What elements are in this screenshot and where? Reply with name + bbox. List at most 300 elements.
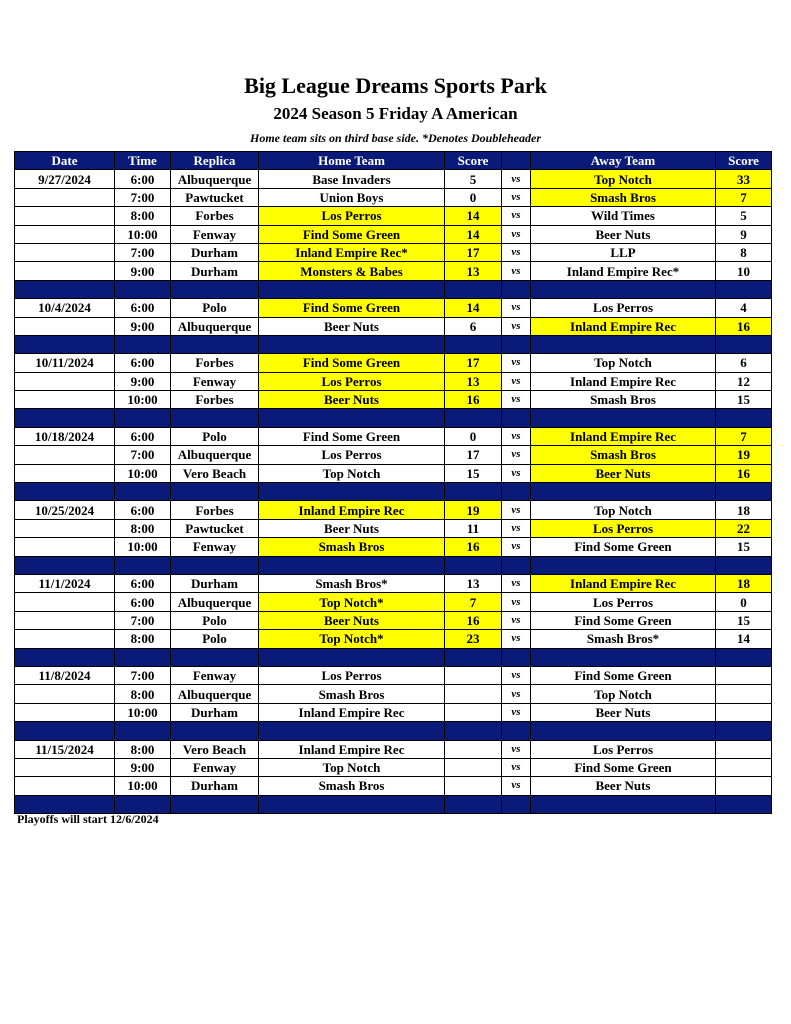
vs-cell: vs xyxy=(502,685,531,703)
home-team-cell: Los Perros xyxy=(259,446,445,464)
away-team-cell: Los Perros xyxy=(531,519,716,537)
date-cell xyxy=(15,262,115,280)
replica-cell: Durham xyxy=(171,262,259,280)
away-team-cell: Beer Nuts xyxy=(531,464,716,482)
home-team-cell: Beer Nuts xyxy=(259,519,445,537)
vs-cell: vs xyxy=(502,225,531,243)
away-score-cell: 5 xyxy=(716,207,772,225)
vs-cell: vs xyxy=(502,611,531,629)
separator-cell xyxy=(502,648,531,666)
week-separator xyxy=(15,556,772,574)
table-row xyxy=(15,666,772,684)
separator-cell xyxy=(445,556,502,574)
home-team-cell: Inland Empire Rec* xyxy=(259,243,445,261)
separator-cell xyxy=(716,795,772,813)
replica-cell: Pawtucket xyxy=(171,188,259,206)
time-cell: 6:00 xyxy=(115,501,171,519)
separator-cell xyxy=(445,795,502,813)
table-row xyxy=(15,574,772,592)
date-cell xyxy=(15,225,115,243)
time-cell: 9:00 xyxy=(115,262,171,280)
home-team-cell: Smash Bros xyxy=(259,685,445,703)
date-cell xyxy=(15,317,115,335)
time-cell: 9:00 xyxy=(115,372,171,390)
home-score-cell: 0 xyxy=(445,427,502,445)
home-team-cell: Top Notch* xyxy=(259,593,445,611)
time-cell: 6:00 xyxy=(115,593,171,611)
away-score-cell: 33 xyxy=(716,170,772,188)
replica-cell: Vero Beach xyxy=(171,740,259,758)
time-cell: 6:00 xyxy=(115,574,171,592)
home-team-cell: Smash Bros xyxy=(259,538,445,556)
away-team-cell: Find Some Green xyxy=(531,611,716,629)
vs-cell: vs xyxy=(502,354,531,372)
away-team-cell: Beer Nuts xyxy=(531,703,716,721)
time-cell: 9:00 xyxy=(115,758,171,776)
table-row xyxy=(15,703,772,721)
away-team-cell: Beer Nuts xyxy=(531,225,716,243)
separator-cell xyxy=(445,648,502,666)
table-row xyxy=(15,740,772,758)
home-team-cell: Beer Nuts xyxy=(259,317,445,335)
away-team-cell: Top Notch xyxy=(531,354,716,372)
vs-cell: vs xyxy=(502,464,531,482)
separator-cell xyxy=(171,556,259,574)
time-cell: 7:00 xyxy=(115,611,171,629)
date-cell: 11/8/2024 xyxy=(15,666,115,684)
date-cell: 9/27/2024 xyxy=(15,170,115,188)
table-row xyxy=(15,685,772,703)
time-cell: 8:00 xyxy=(115,685,171,703)
away-score-cell: 18 xyxy=(716,501,772,519)
separator-cell xyxy=(502,556,531,574)
table-row xyxy=(15,501,772,519)
table-row xyxy=(15,188,772,206)
playoffs-note: Playoffs will start 12/6/2024 xyxy=(17,812,159,826)
vs-cell: vs xyxy=(502,372,531,390)
home-score-cell xyxy=(445,703,502,721)
separator-cell xyxy=(531,483,716,501)
home-score-cell: 16 xyxy=(445,611,502,629)
separator-cell xyxy=(502,483,531,501)
vs-cell: vs xyxy=(502,758,531,776)
separator-cell xyxy=(531,409,716,427)
table-row xyxy=(15,170,772,188)
replica-cell: Durham xyxy=(171,703,259,721)
table-row xyxy=(15,777,772,795)
date-cell xyxy=(15,703,115,721)
time-cell: 8:00 xyxy=(115,519,171,537)
away-score-cell: 7 xyxy=(716,188,772,206)
separator-cell xyxy=(171,648,259,666)
home-score-cell xyxy=(445,685,502,703)
away-team-cell: Find Some Green xyxy=(531,538,716,556)
vs-cell: vs xyxy=(502,243,531,261)
replica-cell: Durham xyxy=(171,243,259,261)
separator-cell xyxy=(531,335,716,353)
home-score-cell: 6 xyxy=(445,317,502,335)
separator-cell xyxy=(259,722,445,740)
home-score-cell: 16 xyxy=(445,538,502,556)
separator-cell xyxy=(15,556,115,574)
away-team-cell: Wild Times xyxy=(531,207,716,225)
home-team-cell: Smash Bros* xyxy=(259,574,445,592)
page-title: Big League Dreams Sports Park xyxy=(244,73,547,98)
separator-cell xyxy=(531,280,716,298)
away-score-cell: 15 xyxy=(716,538,772,556)
away-team-cell: Top Notch xyxy=(531,685,716,703)
table-row xyxy=(15,299,772,317)
separator-cell xyxy=(716,335,772,353)
separator-cell xyxy=(259,335,445,353)
time-cell: 7:00 xyxy=(115,446,171,464)
away-score-cell xyxy=(716,758,772,776)
date-cell: 11/15/2024 xyxy=(15,740,115,758)
away-score-cell xyxy=(716,666,772,684)
home-score-cell: 13 xyxy=(445,574,502,592)
date-cell xyxy=(15,630,115,648)
replica-cell: Polo xyxy=(171,611,259,629)
home-score-cell: 14 xyxy=(445,207,502,225)
date-cell xyxy=(15,519,115,537)
separator-cell xyxy=(445,280,502,298)
separator-cell xyxy=(259,280,445,298)
separator-cell xyxy=(115,483,171,501)
home-team-cell: Top Notch* xyxy=(259,630,445,648)
date-cell xyxy=(15,538,115,556)
separator-cell xyxy=(445,335,502,353)
vs-cell: vs xyxy=(502,574,531,592)
away-score-cell: 15 xyxy=(716,611,772,629)
replica-cell: Fenway xyxy=(171,666,259,684)
home-team-cell: Find Some Green xyxy=(259,299,445,317)
away-score-cell xyxy=(716,740,772,758)
vs-cell: vs xyxy=(502,501,531,519)
vs-cell: vs xyxy=(502,207,531,225)
schedule-table xyxy=(14,151,772,814)
replica-cell: Fenway xyxy=(171,758,259,776)
home-team-cell: Smash Bros xyxy=(259,777,445,795)
col-date: Date xyxy=(15,152,115,170)
separator-cell xyxy=(531,795,716,813)
time-cell: 8:00 xyxy=(115,207,171,225)
home-score-cell xyxy=(445,740,502,758)
away-team-cell: Los Perros xyxy=(531,299,716,317)
away-team-cell: Top Notch xyxy=(531,501,716,519)
week-separator xyxy=(15,722,772,740)
vs-cell: vs xyxy=(502,538,531,556)
time-cell: 10:00 xyxy=(115,391,171,409)
separator-cell xyxy=(502,335,531,353)
separator-cell xyxy=(259,556,445,574)
separator-cell xyxy=(15,483,115,501)
table-row xyxy=(15,317,772,335)
away-team-cell: Inland Empire Rec xyxy=(531,317,716,335)
header-row xyxy=(15,152,772,170)
away-score-cell: 12 xyxy=(716,372,772,390)
table-row xyxy=(15,243,772,261)
vs-cell: vs xyxy=(502,777,531,795)
separator-cell xyxy=(259,483,445,501)
table-row xyxy=(15,427,772,445)
home-score-cell xyxy=(445,666,502,684)
home-team-cell: Los Perros xyxy=(259,666,445,684)
home-team-cell: Find Some Green xyxy=(259,427,445,445)
date-cell xyxy=(15,243,115,261)
home-score-cell: 13 xyxy=(445,372,502,390)
home-team-cell: Monsters & Babes xyxy=(259,262,445,280)
home-score-cell: 0 xyxy=(445,188,502,206)
table-row xyxy=(15,354,772,372)
separator-cell xyxy=(716,648,772,666)
separator-cell xyxy=(115,409,171,427)
away-score-cell: 15 xyxy=(716,391,772,409)
replica-cell: Fenway xyxy=(171,372,259,390)
replica-cell: Forbes xyxy=(171,207,259,225)
date-cell: 10/25/2024 xyxy=(15,501,115,519)
time-cell: 10:00 xyxy=(115,538,171,556)
home-team-cell: Base Invaders xyxy=(259,170,445,188)
page-subtitle: 2024 Season 5 Friday A American xyxy=(273,104,518,123)
separator-cell xyxy=(171,795,259,813)
separator-cell xyxy=(171,483,259,501)
table-row xyxy=(15,262,772,280)
col-away-score: Score xyxy=(716,152,772,170)
date-cell xyxy=(15,777,115,795)
table-row xyxy=(15,391,772,409)
time-cell: 7:00 xyxy=(115,188,171,206)
separator-cell xyxy=(15,280,115,298)
week-separator xyxy=(15,483,772,501)
replica-cell: Vero Beach xyxy=(171,464,259,482)
separator-cell xyxy=(115,280,171,298)
replica-cell: Albuquerque xyxy=(171,317,259,335)
vs-cell: vs xyxy=(502,391,531,409)
vs-cell: vs xyxy=(502,170,531,188)
away-team-cell: Smash Bros xyxy=(531,391,716,409)
separator-cell xyxy=(171,280,259,298)
time-cell: 9:00 xyxy=(115,317,171,335)
table-row xyxy=(15,372,772,390)
date-cell xyxy=(15,464,115,482)
home-team-cell: Los Perros xyxy=(259,207,445,225)
time-cell: 10:00 xyxy=(115,703,171,721)
week-separator xyxy=(15,409,772,427)
away-score-cell: 8 xyxy=(716,243,772,261)
separator-cell xyxy=(171,722,259,740)
separator-cell xyxy=(445,722,502,740)
home-team-cell: Top Notch xyxy=(259,464,445,482)
home-score-cell xyxy=(445,758,502,776)
week-separator xyxy=(15,335,772,353)
away-team-cell: Inland Empire Rec xyxy=(531,427,716,445)
home-team-cell: Find Some Green xyxy=(259,354,445,372)
vs-cell: vs xyxy=(502,703,531,721)
date-cell xyxy=(15,611,115,629)
date-cell xyxy=(15,372,115,390)
separator-cell xyxy=(259,795,445,813)
replica-cell: Albuquerque xyxy=(171,685,259,703)
away-team-cell: Los Perros xyxy=(531,593,716,611)
home-team-cell: Inland Empire Rec xyxy=(259,740,445,758)
home-score-cell: 16 xyxy=(445,391,502,409)
separator-cell xyxy=(115,795,171,813)
time-cell: 6:00 xyxy=(115,170,171,188)
vs-cell: vs xyxy=(502,666,531,684)
table-row xyxy=(15,446,772,464)
separator-cell xyxy=(115,556,171,574)
separator-cell xyxy=(531,722,716,740)
date-cell: 10/18/2024 xyxy=(15,427,115,445)
separator-cell xyxy=(15,409,115,427)
date-cell: 10/4/2024 xyxy=(15,299,115,317)
away-score-cell: 18 xyxy=(716,574,772,592)
away-score-cell: 22 xyxy=(716,519,772,537)
vs-cell: vs xyxy=(502,593,531,611)
time-cell: 6:00 xyxy=(115,354,171,372)
away-score-cell: 6 xyxy=(716,354,772,372)
replica-cell: Durham xyxy=(171,574,259,592)
separator-cell xyxy=(115,648,171,666)
date-cell xyxy=(15,207,115,225)
home-score-cell: 14 xyxy=(445,225,502,243)
time-cell: 10:00 xyxy=(115,777,171,795)
time-cell: 6:00 xyxy=(115,299,171,317)
away-team-cell: Los Perros xyxy=(531,740,716,758)
home-team-cell: Beer Nuts xyxy=(259,391,445,409)
home-score-cell: 19 xyxy=(445,501,502,519)
separator-cell xyxy=(15,648,115,666)
date-cell xyxy=(15,593,115,611)
away-team-cell: Inland Empire Rec xyxy=(531,372,716,390)
home-score-cell: 17 xyxy=(445,243,502,261)
away-score-cell xyxy=(716,685,772,703)
replica-cell: Forbes xyxy=(171,501,259,519)
replica-cell: Forbes xyxy=(171,391,259,409)
table-row xyxy=(15,225,772,243)
vs-cell: vs xyxy=(502,519,531,537)
date-cell: 10/11/2024 xyxy=(15,354,115,372)
vs-cell: vs xyxy=(502,446,531,464)
col-replica: Replica xyxy=(171,152,259,170)
col-away-team: Away Team xyxy=(531,152,716,170)
away-score-cell: 14 xyxy=(716,630,772,648)
replica-cell: Polo xyxy=(171,427,259,445)
separator-cell xyxy=(502,795,531,813)
home-team-cell: Beer Nuts xyxy=(259,611,445,629)
week-separator xyxy=(15,280,772,298)
replica-cell: Albuquerque xyxy=(171,446,259,464)
away-score-cell xyxy=(716,703,772,721)
separator-cell xyxy=(115,335,171,353)
replica-cell: Durham xyxy=(171,777,259,795)
table-row xyxy=(15,611,772,629)
time-cell: 8:00 xyxy=(115,740,171,758)
replica-cell: Forbes xyxy=(171,354,259,372)
home-score-cell xyxy=(445,777,502,795)
vs-cell: vs xyxy=(502,262,531,280)
time-cell: 7:00 xyxy=(115,666,171,684)
separator-cell xyxy=(115,722,171,740)
away-score-cell: 7 xyxy=(716,427,772,445)
col-home-team: Home Team xyxy=(259,152,445,170)
date-cell xyxy=(15,188,115,206)
date-cell xyxy=(15,391,115,409)
vs-cell: vs xyxy=(502,299,531,317)
vs-cell: vs xyxy=(502,427,531,445)
away-team-cell: Inland Empire Rec* xyxy=(531,262,716,280)
separator-cell xyxy=(716,483,772,501)
home-team-cell: Los Perros xyxy=(259,372,445,390)
home-team-cell: Inland Empire Rec xyxy=(259,703,445,721)
separator-cell xyxy=(15,795,115,813)
separator-cell xyxy=(716,722,772,740)
home-score-cell: 15 xyxy=(445,464,502,482)
separator-cell xyxy=(502,409,531,427)
away-team-cell: LLP xyxy=(531,243,716,261)
separator-cell xyxy=(445,409,502,427)
col-home-score: Score xyxy=(445,152,502,170)
replica-cell: Albuquerque xyxy=(171,170,259,188)
separator-cell xyxy=(15,335,115,353)
separator-cell xyxy=(171,335,259,353)
separator-cell xyxy=(171,409,259,427)
schedule-note: Home team sits on third base side. *Denotes Doubleheader xyxy=(250,131,541,145)
away-team-cell: Find Some Green xyxy=(531,666,716,684)
replica-cell: Polo xyxy=(171,630,259,648)
week-separator xyxy=(15,648,772,666)
away-team-cell: Smash Bros* xyxy=(531,630,716,648)
home-score-cell: 17 xyxy=(445,354,502,372)
away-score-cell: 16 xyxy=(716,317,772,335)
table-row xyxy=(15,630,772,648)
separator-cell xyxy=(531,648,716,666)
away-score-cell: 10 xyxy=(716,262,772,280)
table-row xyxy=(15,538,772,556)
separator-cell xyxy=(502,280,531,298)
separator-cell xyxy=(445,483,502,501)
away-team-cell: Find Some Green xyxy=(531,758,716,776)
separator-cell xyxy=(716,409,772,427)
home-score-cell: 23 xyxy=(445,630,502,648)
home-score-cell: 17 xyxy=(445,446,502,464)
time-cell: 8:00 xyxy=(115,630,171,648)
home-team-cell: Union Boys xyxy=(259,188,445,206)
date-cell xyxy=(15,758,115,776)
date-cell xyxy=(15,685,115,703)
separator-cell xyxy=(716,280,772,298)
separator-cell xyxy=(502,722,531,740)
date-cell xyxy=(15,446,115,464)
away-score-cell xyxy=(716,777,772,795)
home-score-cell: 14 xyxy=(445,299,502,317)
home-score-cell: 11 xyxy=(445,519,502,537)
away-score-cell: 4 xyxy=(716,299,772,317)
table-row xyxy=(15,207,772,225)
away-team-cell: Smash Bros xyxy=(531,446,716,464)
schedule-body xyxy=(15,170,772,814)
week-separator xyxy=(15,795,772,813)
separator-cell xyxy=(259,648,445,666)
col-vs xyxy=(502,152,531,170)
replica-cell: Albuquerque xyxy=(171,593,259,611)
table-row xyxy=(15,593,772,611)
away-score-cell: 0 xyxy=(716,593,772,611)
replica-cell: Pawtucket xyxy=(171,519,259,537)
table-row xyxy=(15,464,772,482)
vs-cell: vs xyxy=(502,740,531,758)
vs-cell: vs xyxy=(502,630,531,648)
